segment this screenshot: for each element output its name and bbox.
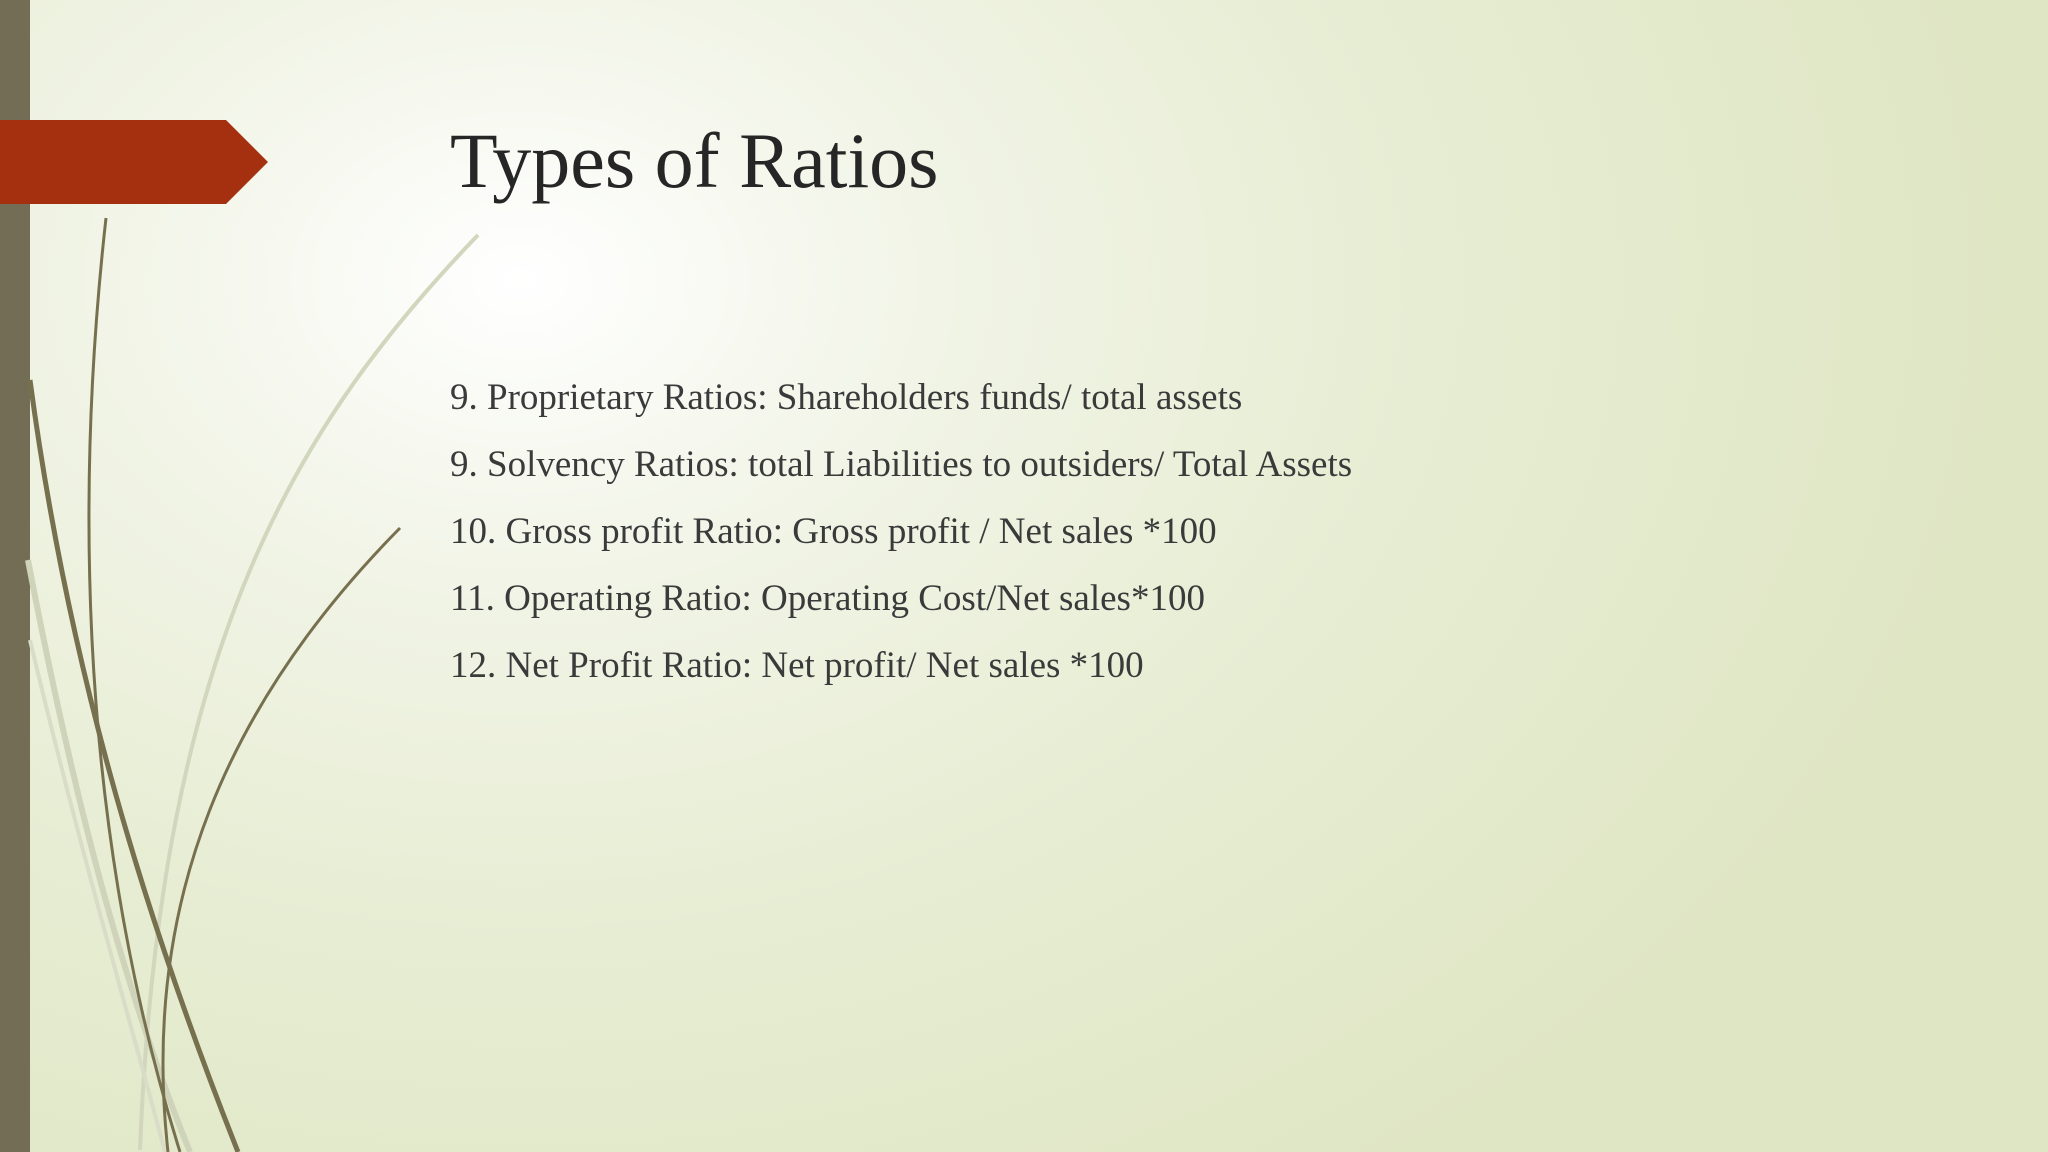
decor-curve-dark-1 (89, 218, 180, 1152)
slide-title: Types of Ratios (450, 117, 939, 204)
list-item: 12. Net Profit Ratio: Net profit/ Net sales *100 (450, 645, 1144, 686)
list-item: 9. Proprietary Ratios: Shareholders funds/ total assets (450, 377, 1243, 418)
decor-curve-light-2 (28, 560, 190, 1152)
list-item: 10. Gross profit Ratio: Gross profit / Net sales *100 (450, 511, 1217, 552)
decor-curve-dark-3 (163, 528, 400, 1152)
left-vertical-bar (0, 0, 30, 1152)
decor-curve-dark-2 (30, 380, 238, 1152)
title-accent-arrow (0, 120, 268, 204)
ratio-list (450, 364, 1352, 699)
list-item: 11. Operating Ratio: Operating Cost/Net sales*100 (450, 578, 1205, 619)
decor-curve-light-3 (30, 640, 165, 1152)
list-item: 9. Solvency Ratios: total Liabilities to outsiders/ Total Assets (450, 444, 1353, 485)
decor-curve-light-1 (140, 235, 478, 1150)
